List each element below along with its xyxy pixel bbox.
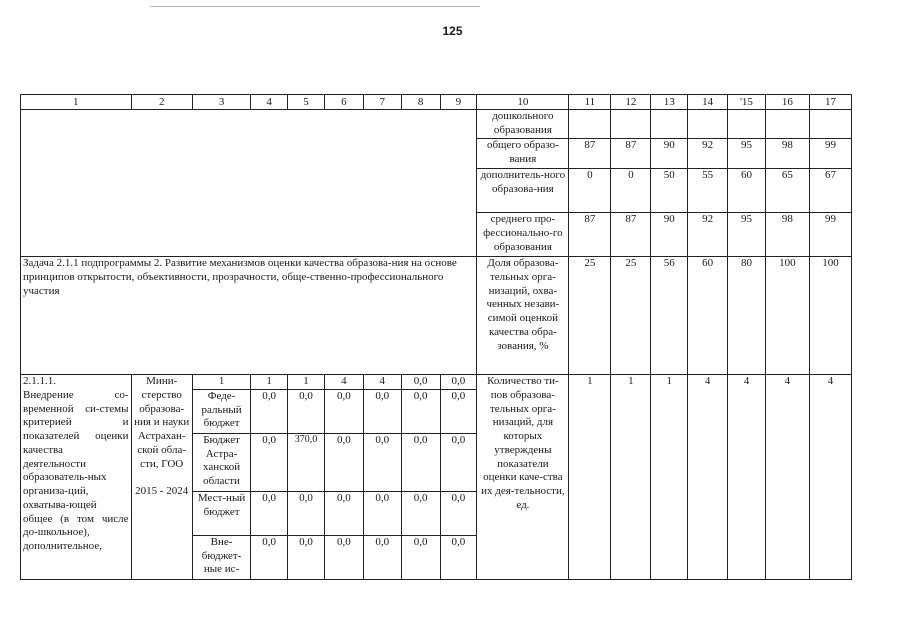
funding-value: 0,0 xyxy=(288,491,325,535)
value-cell xyxy=(688,110,728,139)
indicator-name: дошкольного образования xyxy=(477,110,569,139)
header-cell: 2 xyxy=(131,95,192,110)
summary-cell: 1 xyxy=(192,375,250,390)
funding-value: 0,0 xyxy=(440,535,477,579)
measure-executor xyxy=(131,375,192,580)
value-cell: 1 xyxy=(611,375,651,580)
funding-source: Мест-ный бюджет xyxy=(192,491,250,535)
value-cell: 95 xyxy=(728,139,766,169)
header-cell: '15 xyxy=(728,95,766,110)
value-cell: 4 xyxy=(728,375,766,580)
funding-value: 0,0 xyxy=(401,535,440,579)
value-cell: 65 xyxy=(765,169,809,213)
value-cell xyxy=(611,110,651,139)
funding-value: 370,0 xyxy=(288,433,325,491)
header-cell: 10 xyxy=(477,95,569,110)
funding-value: 0,0 xyxy=(401,491,440,535)
value-cell: 4 xyxy=(809,375,851,580)
measure-period: 2015 - 2024 xyxy=(135,485,189,497)
value-cell: 99 xyxy=(809,139,851,169)
value-cell: 67 xyxy=(809,169,851,213)
funding-source: Вне-бюджет-ные ис- xyxy=(192,535,250,579)
value-cell: 99 xyxy=(809,213,851,257)
funding-source: Бюджет Астра-ханской области xyxy=(192,433,250,491)
value-cell: 95 xyxy=(728,213,766,257)
value-cell: 1 xyxy=(651,375,688,580)
indicator-name: среднего про-фессионально-го образования xyxy=(477,213,569,257)
value-cell xyxy=(569,110,611,139)
value-cell: 4 xyxy=(688,375,728,580)
indicator-row xyxy=(21,110,852,139)
task-row xyxy=(21,257,852,375)
funding-value: 0,0 xyxy=(324,433,363,491)
header-cell: 16 xyxy=(765,95,809,110)
value-cell: 90 xyxy=(651,213,688,257)
funding-value: 0,0 xyxy=(324,491,363,535)
value-cell: 60 xyxy=(688,257,728,375)
funding-value: 0,0 xyxy=(401,389,440,433)
indicator-name: Количество ти-пов образова-тельных орга-низаций, для которых утверждены показатели оценки каче-ства их дея-тельности, ед. xyxy=(477,375,569,580)
funding-source: Феде-ральный бюджет xyxy=(192,389,250,433)
summary-cell: 1 xyxy=(288,375,325,390)
header-cell: 11 xyxy=(569,95,611,110)
funding-value: 0,0 xyxy=(440,491,477,535)
funding-value: 0,0 xyxy=(363,535,401,579)
value-cell: 98 xyxy=(765,213,809,257)
summary-cell: 4 xyxy=(363,375,401,390)
summary-cell: 4 xyxy=(324,375,363,390)
header-cell: 1 xyxy=(21,95,132,110)
funding-value: 0,0 xyxy=(288,389,325,433)
funding-value: 0,0 xyxy=(363,389,401,433)
header-cell: 14 xyxy=(688,95,728,110)
executor-name: Мини-стерство образова-ния и науки Астрахан-ской обла-сти, ГОО xyxy=(134,375,190,470)
header-cell: 3 xyxy=(192,95,250,110)
indicator-name: общего образо-вания xyxy=(477,139,569,169)
value-cell: 98 xyxy=(765,139,809,169)
funding-value: 0,0 xyxy=(251,433,288,491)
funding-value: 0,0 xyxy=(324,535,363,579)
header-cell: 6 xyxy=(324,95,363,110)
value-cell: 80 xyxy=(728,257,766,375)
value-cell: 92 xyxy=(688,213,728,257)
summary-cell: 1 xyxy=(251,375,288,390)
value-cell xyxy=(809,110,851,139)
header-cell: 17 xyxy=(809,95,851,110)
value-cell: 55 xyxy=(688,169,728,213)
value-cell: 100 xyxy=(765,257,809,375)
funding-value: 0,0 xyxy=(440,433,477,491)
header-cell: 9 xyxy=(440,95,477,110)
value-cell xyxy=(651,110,688,139)
value-cell: 56 xyxy=(651,257,688,375)
value-cell: 100 xyxy=(809,257,851,375)
value-cell: 25 xyxy=(569,257,611,375)
header-cell: 12 xyxy=(611,95,651,110)
value-cell: 4 xyxy=(765,375,809,580)
value-cell: 87 xyxy=(611,139,651,169)
value-cell: 25 xyxy=(611,257,651,375)
funding-value: 0,0 xyxy=(440,389,477,433)
value-cell: 60 xyxy=(728,169,766,213)
value-cell: 92 xyxy=(688,139,728,169)
measure-code: 2.1.1.1. xyxy=(23,375,56,387)
header-cell: 4 xyxy=(251,95,288,110)
header-cell: 8 xyxy=(401,95,440,110)
page-number: 125 xyxy=(442,24,463,38)
value-cell xyxy=(765,110,809,139)
value-cell: 90 xyxy=(651,139,688,169)
funding-value: 0,0 xyxy=(251,535,288,579)
funding-value: 0,0 xyxy=(363,491,401,535)
blank-merged-cell xyxy=(21,110,477,257)
value-cell: 1 xyxy=(569,375,611,580)
value-cell: 87 xyxy=(569,213,611,257)
header-cell: 13 xyxy=(651,95,688,110)
value-cell: 87 xyxy=(611,213,651,257)
summary-cell: 0,0 xyxy=(440,375,477,390)
value-cell: 0 xyxy=(569,169,611,213)
summary-cell: 0,0 xyxy=(401,375,440,390)
value-cell: 0 xyxy=(611,169,651,213)
header-cell: 5 xyxy=(288,95,325,110)
program-table xyxy=(20,94,852,580)
measure-description xyxy=(21,375,132,580)
indicator-name: дополнитель-ного образова-ния xyxy=(477,169,569,213)
funding-value: 0,0 xyxy=(251,491,288,535)
funding-value: 0,0 xyxy=(363,433,401,491)
measure-row xyxy=(21,375,852,390)
indicator-name: Доля образова-тельных орга-низаций, охва-ченных незави-симой оценкой качества обра-зования, % xyxy=(477,257,569,375)
funding-value: 0,0 xyxy=(324,389,363,433)
header-cell: 7 xyxy=(363,95,401,110)
value-cell: 50 xyxy=(651,169,688,213)
funding-value: 0,0 xyxy=(288,535,325,579)
task-description: Задача 2.1.1 подпрограммы 2. Развитие механизмов оценки качества образова-ния на основе принципов открытости, объективности, прозрачности, обще-ственно-профессионального участия xyxy=(21,257,477,375)
funding-value: 0,0 xyxy=(401,433,440,491)
scan-artifact xyxy=(150,6,480,7)
value-cell: 87 xyxy=(569,139,611,169)
measure-text: Внедрение со-временной си-стемы критерией и показателей оценки качества деятельности образователь-ных организа-ций, охватыва-ющей общее (в том числе до-школьное), дополнительное, xyxy=(23,388,129,552)
funding-value: 0,0 xyxy=(251,389,288,433)
header-row xyxy=(21,95,852,110)
value-cell xyxy=(728,110,766,139)
